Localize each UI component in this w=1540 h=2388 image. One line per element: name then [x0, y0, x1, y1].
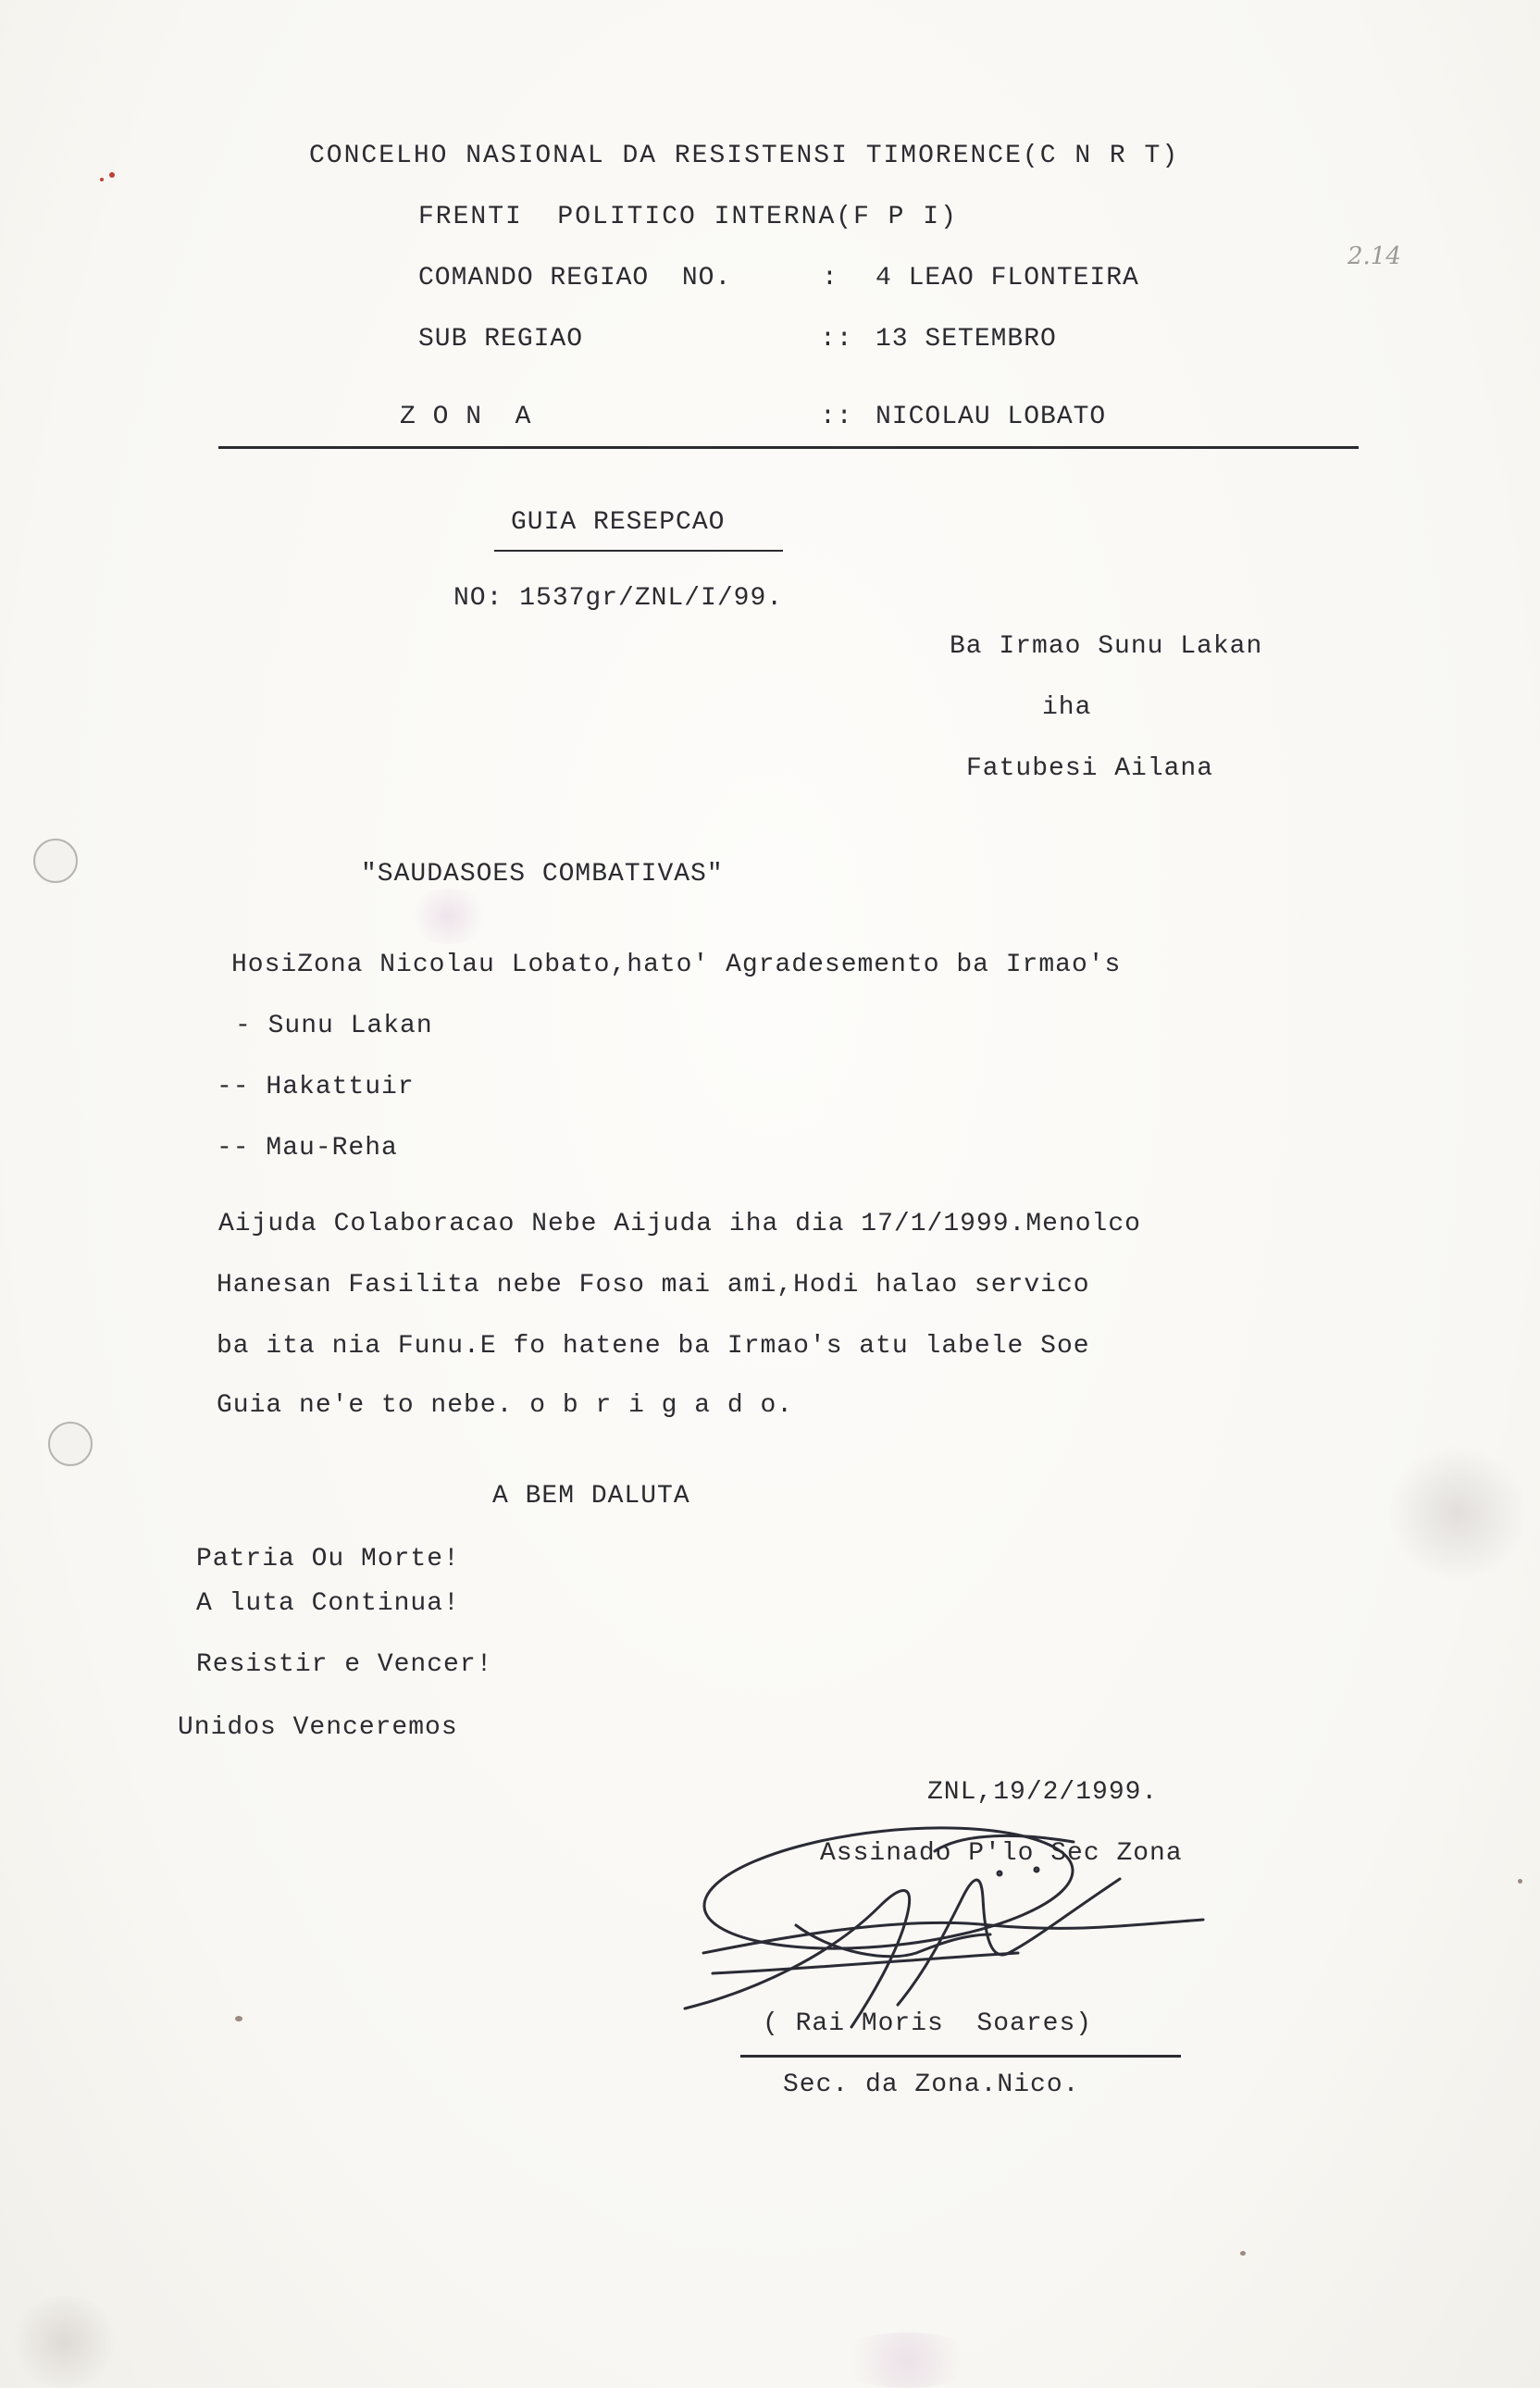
punch-hole-top — [33, 839, 78, 883]
header-comando-sep: : — [822, 264, 838, 292]
slogan-1: Patria Ou Morte! — [196, 1545, 460, 1573]
recipient-line-2: iha — [1042, 693, 1092, 722]
signatory-name: ( Rai Moris Soares) — [763, 2009, 1093, 2038]
slogan-2: A luta Continua! — [196, 1589, 460, 1618]
greeting: "SAUDASOES COMBATIVAS" — [361, 860, 724, 889]
body-paragraph-line-4: Guia ne'e to nebe. o b r i g a d o. — [217, 1391, 794, 1420]
title-underline — [494, 550, 783, 552]
body-name-1: - Sunu Lakan — [235, 1012, 433, 1040]
ink-speck — [1518, 1879, 1522, 1884]
header-zona-label: Z O N A — [400, 403, 532, 431]
signature-place-date: ZNL,19/2/1999. — [927, 1778, 1159, 1807]
red-speck — [109, 172, 115, 178]
punch-hole-bottom — [48, 1422, 93, 1466]
ink-speck — [235, 2016, 242, 2021]
reference-number: NO: 1537gr/ZNL/I/99. — [453, 584, 784, 613]
paper-stain — [833, 2332, 981, 2388]
handwritten-signature — [685, 1814, 1203, 2036]
body-paragraph-line-2: Hanesan Fasilita nebe Foso mai ami,Hodi halao servico — [217, 1271, 1090, 1300]
closing-bem-daluta: A BEM DALUTA — [492, 1482, 690, 1511]
paper-stain — [407, 889, 491, 944]
recipient-line-1: Ba Irmao Sunu Lakan — [950, 632, 1263, 661]
body-name-3: -- Mau-Reha — [217, 1134, 398, 1163]
body-name-2: -- Hakattuir — [217, 1073, 415, 1101]
header-zona-value: NICOLAU LOBATO — [876, 403, 1107, 431]
header-organization: CONCELHO NASIONAL DA RESISTENSI TIMORENCE(C N R T) — [309, 142, 1180, 170]
header-sub-value: 13 SETEMBRO — [876, 325, 1057, 354]
header-divider — [218, 446, 1359, 449]
signature-assinado: Assinado P'lo Sec Zona — [820, 1839, 1183, 1868]
header-comando-value: 4 LEAO FLONTEIRA — [876, 264, 1139, 292]
body-paragraph-line-3: ba ita nia Funu.E fo hatene ba Irmao's atu labele Soe — [217, 1332, 1090, 1361]
document-title: GUIA RESEPCAO — [511, 508, 726, 537]
header-comando-label: COMANDO REGIAO NO. — [418, 264, 732, 292]
signatory-role: Sec. da Zona.Nico. — [783, 2071, 1080, 2099]
slogan-4: Unidos Venceremos — [178, 1713, 458, 1742]
body-paragraph-line-1: Aijuda Colaboracao Nebe Aijuda iha dia 17/1/1999.Menolco — [218, 1210, 1141, 1238]
header-sub-label: SUB REGIAO — [418, 325, 584, 354]
signature-line — [740, 2055, 1181, 2058]
header-front: FRENTI POLITICO INTERNA(F P I) — [418, 203, 958, 231]
slogan-3: Resistir e Vencer! — [196, 1650, 493, 1679]
recipient-line-3: Fatubesi Ailana — [966, 754, 1214, 783]
ink-speck — [1240, 2251, 1246, 2256]
header-sub-sep: :: — [820, 325, 853, 354]
paper-smudge — [9, 2295, 120, 2388]
header-zona-sep: :: — [820, 403, 853, 431]
red-speck — [100, 178, 104, 181]
body-intro: HosiZona Nicolau Lobato,hato' Agradesemento ba Irmao's — [231, 951, 1122, 979]
paper-smudge — [1388, 1444, 1527, 1583]
archive-pencil-note: 2.14 — [1348, 243, 1401, 270]
